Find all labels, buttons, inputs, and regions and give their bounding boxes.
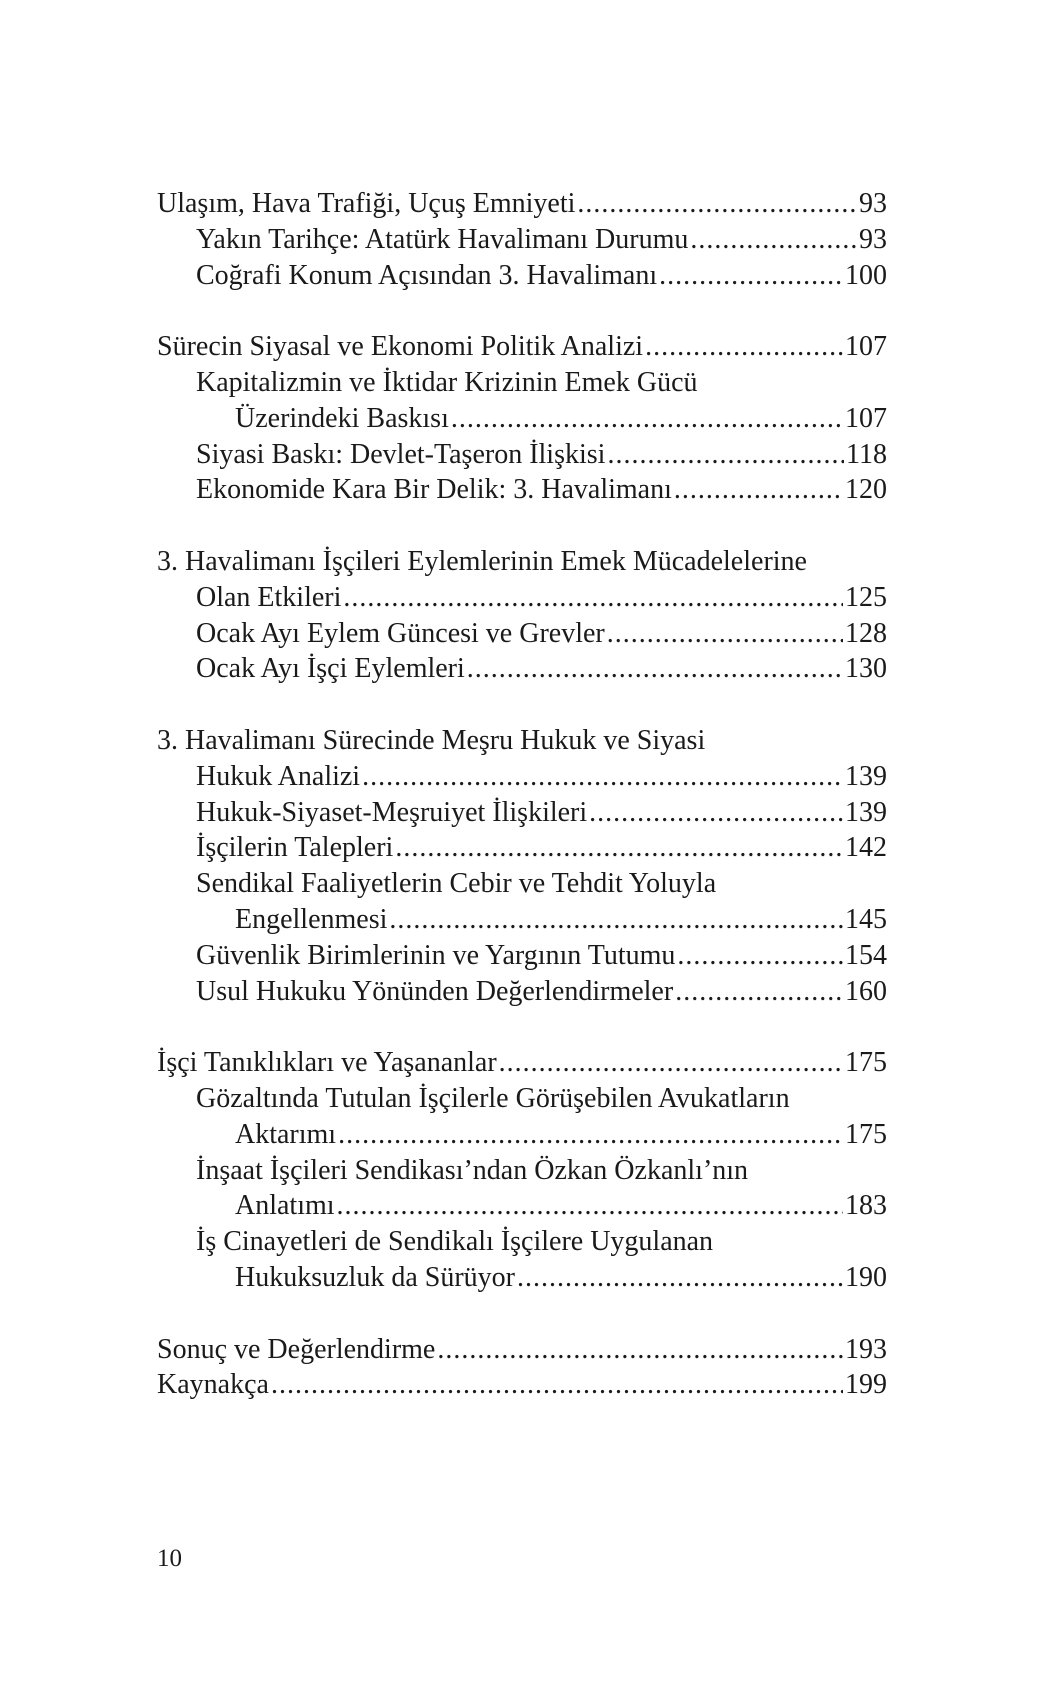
toc-entry-title: Hukuk-Siyaset-Meşruiyet İlişkileri <box>196 796 588 828</box>
toc-page-number: 199 <box>845 1369 887 1401</box>
toc-entry[interactable] <box>157 186 887 222</box>
toc-section <box>157 329 887 508</box>
toc-entry-title: Hukuk Analizi <box>196 760 361 792</box>
dot-leader <box>271 1367 843 1403</box>
toc-entry[interactable] <box>157 580 887 616</box>
toc-entry-title: Aktarımı <box>235 1118 337 1150</box>
toc-entry[interactable] <box>157 329 887 365</box>
toc-page-number: 120 <box>845 474 887 506</box>
toc-entry-title: Sürecin Siyasal ve Ekonomi Politik Analizi <box>157 331 644 363</box>
dot-leader <box>499 1045 843 1081</box>
toc-entry-title: Ulaşım, Hava Trafiği, Uçuş Emniyeti <box>157 188 576 219</box>
toc-entry-title: Hukuksuzluk da Sürüyor <box>235 1261 515 1293</box>
toc-page-number: 183 <box>845 1190 887 1222</box>
toc-page-number: 193 <box>845 1333 887 1365</box>
toc-page-number: 145 <box>845 903 887 935</box>
toc-entry-title: Üzerindeki Baskısı <box>235 402 449 434</box>
toc-entry-title: Coğrafi Konum Açısından 3. Havalimanı <box>196 259 658 291</box>
dot-leader <box>677 938 843 974</box>
toc-entry-title: 3. Havalimanı İşçileri Eylemlerinin Emek Mücadelelerine <box>157 545 807 577</box>
toc-page-number: 160 <box>845 975 887 1007</box>
dot-leader <box>607 437 844 473</box>
toc-entry[interactable] <box>157 1260 887 1296</box>
toc-entry-title: Güvenlik Birimlerinin ve Yargının Tutumu <box>196 939 676 971</box>
toc-entry[interactable] <box>157 830 887 866</box>
toc-entry-title: 3. Havalimanı Sürecinde Meşru Hukuk ve Siyasi <box>157 724 706 756</box>
toc-entry[interactable] <box>157 472 887 508</box>
dot-leader <box>577 186 857 222</box>
toc-entry[interactable] <box>157 1224 887 1260</box>
dot-leader <box>645 329 843 365</box>
dot-leader <box>338 1117 843 1153</box>
toc-page-number: 139 <box>845 760 887 792</box>
toc-entry[interactable] <box>157 437 887 473</box>
dot-leader <box>607 616 843 652</box>
dot-leader <box>674 472 843 508</box>
toc-entry-title: Gözaltında Tutulan İşçilerle Görüşebilen Avukatların <box>196 1082 790 1114</box>
toc-page-number: 190 <box>845 1261 887 1293</box>
toc-entry[interactable] <box>157 1367 887 1403</box>
dot-leader <box>343 580 843 616</box>
toc-page-number: 93 <box>859 188 887 219</box>
toc-section <box>157 186 887 293</box>
dot-leader <box>659 258 843 294</box>
dot-leader <box>362 759 843 795</box>
toc-entry[interactable] <box>157 1081 887 1117</box>
toc-page-number: 130 <box>845 653 887 685</box>
dot-leader <box>467 651 843 687</box>
toc-entry[interactable] <box>157 258 887 294</box>
toc-entry[interactable] <box>157 365 887 401</box>
toc-entry-title: Ekonomide Kara Bir Delik: 3. Havalimanı <box>196 474 672 506</box>
toc-page-number: 100 <box>845 259 887 291</box>
toc-entry[interactable] <box>157 938 887 974</box>
toc-page-number: 93 <box>859 223 887 255</box>
toc-entry[interactable] <box>157 1045 887 1081</box>
toc-page-number: 175 <box>845 1047 887 1079</box>
dot-leader <box>395 830 843 866</box>
toc-entry[interactable] <box>157 1153 887 1189</box>
toc-entry[interactable] <box>157 1188 887 1224</box>
toc-page-number: 118 <box>846 438 887 470</box>
toc-section <box>157 1332 887 1404</box>
toc-page-number: 128 <box>845 617 887 649</box>
toc-page-number: 125 <box>845 581 887 613</box>
toc-entry-title: Engellenmesi <box>235 903 388 935</box>
toc-entry-title: Sendikal Faaliyetlerin Cebir ve Tehdit Yoluyla <box>196 868 717 900</box>
dot-leader <box>690 222 857 258</box>
toc-page-number: 139 <box>845 796 887 828</box>
toc-entry-title: İş Cinayetleri de Sendikalı İşçilere Uygulanan <box>196 1226 714 1258</box>
dot-leader <box>517 1260 843 1296</box>
toc-section <box>157 723 887 1009</box>
toc-entry-title: Usul Hukuku Yönünden Değerlendirmeler <box>196 975 674 1007</box>
toc-entry[interactable] <box>157 1332 887 1368</box>
toc-section <box>157 1045 887 1296</box>
page-number: 10 <box>157 1545 182 1572</box>
toc-entry[interactable] <box>157 222 887 258</box>
toc-page-number: 107 <box>845 402 887 434</box>
toc-entry[interactable] <box>157 902 887 938</box>
toc-entry[interactable] <box>157 866 887 902</box>
toc-page-number: 175 <box>845 1118 887 1150</box>
toc-entry[interactable] <box>157 795 887 831</box>
toc-entry-title: Kapitalizmin ve İktidar Krizinin Emek Gücü <box>196 366 698 398</box>
toc-entry-title: Ocak Ayı Eylem Güncesi ve Grevler <box>196 617 605 649</box>
toc-entry-title: Siyasi Baskı: Devlet-Taşeron İlişkisi <box>196 438 606 470</box>
toc-entry[interactable] <box>157 1117 887 1153</box>
toc-entry[interactable] <box>157 401 887 437</box>
toc-entry[interactable] <box>157 723 887 759</box>
toc-page-number: 142 <box>845 832 887 864</box>
toc-entry-title: Kaynakça <box>157 1369 269 1401</box>
toc-entry[interactable] <box>157 974 887 1010</box>
toc-entry[interactable] <box>157 544 887 580</box>
dot-leader <box>675 974 843 1010</box>
toc-entry-title: Sonuç ve Değerlendirme <box>157 1333 436 1365</box>
toc-entry[interactable] <box>157 759 887 795</box>
toc-entry-title: Olan Etkileri <box>196 581 342 613</box>
toc-entry-title: Yakın Tarihçe: Atatürk Havalimanı Durumu <box>196 223 689 255</box>
toc-entry[interactable] <box>157 651 887 687</box>
toc-page-number: 107 <box>845 331 887 363</box>
toc-entry-title: İşçi Tanıklıkları ve Yaşananlar <box>157 1047 497 1079</box>
dot-leader <box>451 401 843 437</box>
toc-entry-title: Anlatımı <box>235 1190 335 1222</box>
dot-leader <box>437 1332 843 1368</box>
toc-entry-title: Ocak Ayı İşçi Eylemleri <box>196 653 465 685</box>
toc-page-number: 154 <box>845 939 887 971</box>
toc-entry-title: İşçilerin Talepleri <box>196 832 394 864</box>
toc-section <box>157 544 887 687</box>
toc-entry-title: İnşaat İşçileri Sendikası’ndan Özkan Özkanlı’nın <box>196 1154 749 1186</box>
dot-leader <box>337 1188 843 1224</box>
table-of-contents <box>157 186 887 1403</box>
toc-entry[interactable] <box>157 616 887 652</box>
dot-leader <box>589 795 843 831</box>
dot-leader <box>389 902 843 938</box>
